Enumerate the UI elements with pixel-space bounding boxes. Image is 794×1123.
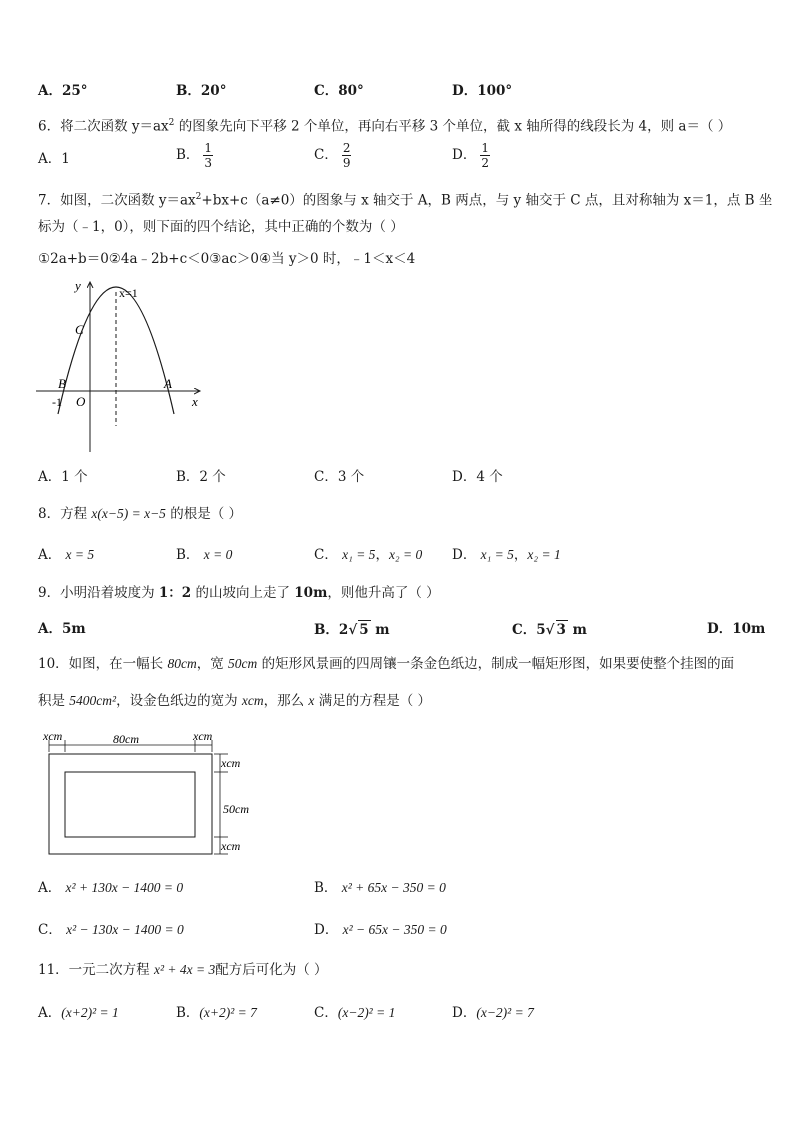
q9-option-c-radicand: 3 (556, 622, 566, 638)
q6-option-b-den: 3 (204, 156, 213, 170)
q6-stem (38, 114, 731, 136)
q8-option-d: D． x₁ = 5，x₂ = 1 (452, 547, 561, 563)
q10-fig-right-bottom: xcm (221, 839, 241, 853)
q10-inner-picture (65, 772, 195, 837)
q10-option-d (314, 921, 447, 939)
q6-option-c-num: 2 (342, 141, 351, 155)
q10-option-c (38, 921, 184, 939)
q7-label-a: A (164, 376, 172, 391)
q6-option-d-num: 1 (481, 141, 489, 155)
q10-stem-line2 (38, 692, 431, 710)
q11-option-a (38, 1004, 119, 1022)
q7-label-c: C (75, 322, 84, 337)
q10-option-b-value: x² + 65x − 350 = 0 (341, 880, 446, 895)
q10-stem-line1 (38, 655, 734, 673)
q8-option-c-value1: x₁ = 5 (342, 547, 376, 562)
q8-option-a-label: A． (38, 547, 62, 563)
q10-xcm: xcm (241, 693, 264, 708)
q6-stem-sup: 2 (168, 118, 175, 128)
q10-fig-top-mid: 80cm (113, 732, 139, 746)
q10-line1-a: 10．如图，在一幅长 (38, 656, 168, 672)
q11-option-c (314, 1004, 395, 1022)
q7-label-y: y (75, 278, 81, 293)
q7-option-c: C．3 个 (314, 469, 365, 485)
q6-option-d (452, 141, 490, 170)
q8-option-b-label: B． (176, 547, 200, 563)
q7-line1-sup: 2 (195, 192, 202, 202)
q10-option-a (38, 879, 183, 897)
q8-option-d-value1: x₁ = 5 (480, 547, 514, 562)
q10-line2-d: 满足的方程是（ ） (314, 693, 432, 709)
q8-option-a-value: x = 5 (65, 547, 95, 562)
q10-option-c-value: x² − 130x − 1400 = 0 (66, 922, 184, 937)
q11-stem-b: 配方后可化为（ ） (215, 962, 328, 978)
q6-option-b-fraction (203, 141, 213, 170)
q9-option-c-label: C．5 (512, 622, 546, 638)
q10-option-d-value: x² − 65x − 350 = 0 (342, 922, 447, 937)
q10-fig-right-top: xcm (221, 756, 241, 770)
q7-label-sym: x=1 (119, 286, 138, 300)
q10-length: 80cm (167, 656, 197, 671)
q10-option-b-label: B． (314, 880, 338, 896)
q9-option-a: A．5m (38, 621, 86, 637)
q8-stem-b: 的根是（ ） (165, 506, 243, 522)
q7-label-neg1: -1 (52, 395, 62, 409)
q10-line2-c: ，那么 (263, 693, 309, 709)
q6-stem-a: 6．将二次函数 y＝ax (38, 118, 169, 135)
q8-stem (38, 505, 242, 523)
q11-stem (38, 961, 328, 979)
q10-option-c-label: C． (38, 922, 62, 938)
q9-option-c-sqrt-sign: √ (545, 622, 555, 638)
q11-option-d (452, 1004, 534, 1022)
q7-option-b: B．2 个 (176, 469, 226, 485)
q9-stem-a: 9．小明沿着坡度为 (38, 585, 159, 601)
q-prev-option-c: C．80° (314, 83, 364, 99)
q9-ratio: 1：2 (158, 585, 192, 601)
q7-line1-b: +bx+c（a≠0）的图象与 x 轴交于 A，B 两点，与 y 轴交于 C 点，且对称轴为 x＝1，点 B 坐 (201, 192, 773, 209)
q10-option-a-label: A． (38, 880, 62, 896)
q10-option-b (314, 879, 446, 897)
q-prev-option-b: B．20° (176, 83, 227, 99)
q10-outer-frame (49, 754, 212, 854)
q8-option-c: C． x₁ = 5，x₂ = 0 (314, 547, 423, 563)
q10-option-d-label: D． (314, 922, 339, 938)
q6-option-d-den: 2 (481, 156, 489, 170)
q7-line1-a: 7．如图，二次函数 y＝ax (38, 192, 196, 209)
q11-option-b (176, 1004, 257, 1022)
q6-option-c-fraction (342, 141, 352, 170)
q8-option-c-label: C． (314, 547, 338, 563)
q9-stem-b: 的山坡向上走了 (191, 585, 295, 601)
q7-label-x: x (192, 394, 198, 409)
q8-option-d-label: D． (452, 547, 477, 563)
q7-conditions: ①2a+b＝0②4a﹣2b+c＜0③ac＞0④当 y＞0 时，﹣1＜x＜4 (38, 251, 416, 267)
q7-label-origin: O (76, 394, 86, 409)
q10-width: 50cm (228, 656, 258, 671)
q6-option-d-fraction (480, 141, 490, 170)
q11-equation: x² + 4x = 3 (153, 962, 216, 977)
q11-stem-a: 11．一元二次方程 (38, 962, 154, 978)
q7-stem-line2: 标为（﹣1，0），则下面的四个结论，其中正确的个数为（ ） (38, 219, 404, 235)
q10-fig-top-left: xcm (43, 729, 63, 743)
q10-line2-b: ，设金色纸边的宽为 (116, 693, 242, 709)
q11-option-d-value: (x−2)² = 7 (476, 1005, 534, 1020)
q7-stem-line1 (38, 188, 772, 210)
q7-parabola-graph (30, 276, 220, 456)
q11-option-d-label: D． (452, 1005, 477, 1021)
q10-frame-figure (38, 726, 278, 860)
q8-stem-a: 8．方程 (38, 506, 92, 522)
q6-option-c (314, 141, 351, 170)
q9-stem-c: ，则他升高了（ ） (327, 585, 440, 601)
q-prev-option-a: A．25° (38, 83, 88, 99)
q6-option-d-label: D． (452, 147, 477, 163)
q6-stem-b: 的图象先向下平移 2 个单位，再向右平移 3 个单位，截 x 轴所得的线段长为 4，则 a＝（ ） (174, 118, 732, 135)
q6-option-b-num: 1 (204, 141, 213, 155)
q10-area: 5400cm² (69, 693, 117, 708)
q7-option-d: D．4 个 (452, 469, 503, 485)
q9-distance: 10m (294, 585, 328, 601)
q8-option-b (176, 546, 232, 564)
q9-option-c-unit: m (567, 622, 587, 638)
q-prev-option-d: D．100° (452, 83, 513, 99)
q11-option-c-label: C． (314, 1005, 338, 1021)
q7-label-b: B (58, 376, 66, 391)
q9-option-d: D．10m (707, 621, 766, 637)
q11-option-b-label: B． (176, 1005, 200, 1021)
q6-option-b-label: B． (176, 147, 200, 163)
q11-option-c-value: (x−2)² = 1 (337, 1005, 396, 1020)
q11-option-a-value: (x+2)² = 1 (61, 1005, 119, 1020)
q9-option-b-radicand: 5 (359, 622, 369, 638)
q9-option-b-label: B．2 (314, 622, 349, 638)
q6-option-a: A．1 (38, 151, 70, 167)
q6-option-c-label: C． (314, 147, 338, 163)
q8-equation: x(x−5) = x−5 (91, 506, 166, 521)
q8-option-a (38, 546, 94, 564)
q10-line1-c: 的矩形风景画的四周镶一条金色纸边，制成一幅矩形图，如果要使整个挂图的面 (257, 656, 735, 672)
q9-option-b (314, 620, 390, 639)
q6-option-b (176, 141, 213, 170)
q9-stem (38, 584, 440, 602)
q8-option-c-value2: x₂ = 0 (388, 547, 423, 562)
q11-option-b-value: (x+2)² = 7 (199, 1005, 257, 1020)
q7-option-a: A．1 个 (38, 469, 88, 485)
q6-option-c-den: 9 (342, 156, 351, 170)
q10-option-a-value: x² + 130x − 1400 = 0 (65, 880, 184, 895)
q8-option-b-value: x = 0 (203, 547, 233, 562)
q9-option-c (512, 620, 587, 639)
q9-option-b-sqrt-sign: √ (348, 622, 358, 638)
q10-line1-b: ，宽 (196, 656, 229, 672)
q8-option-d-value2: x₂ = 1 (527, 547, 561, 562)
q10-fig-right-mid: 50cm (223, 802, 249, 816)
q11-option-a-label: A． (38, 1005, 62, 1021)
q9-option-b-unit: m (370, 622, 390, 638)
q10-line2-a: 积是 (38, 693, 70, 709)
q10-xvar: x (308, 693, 315, 708)
q10-fig-top-right: xcm (193, 729, 213, 743)
